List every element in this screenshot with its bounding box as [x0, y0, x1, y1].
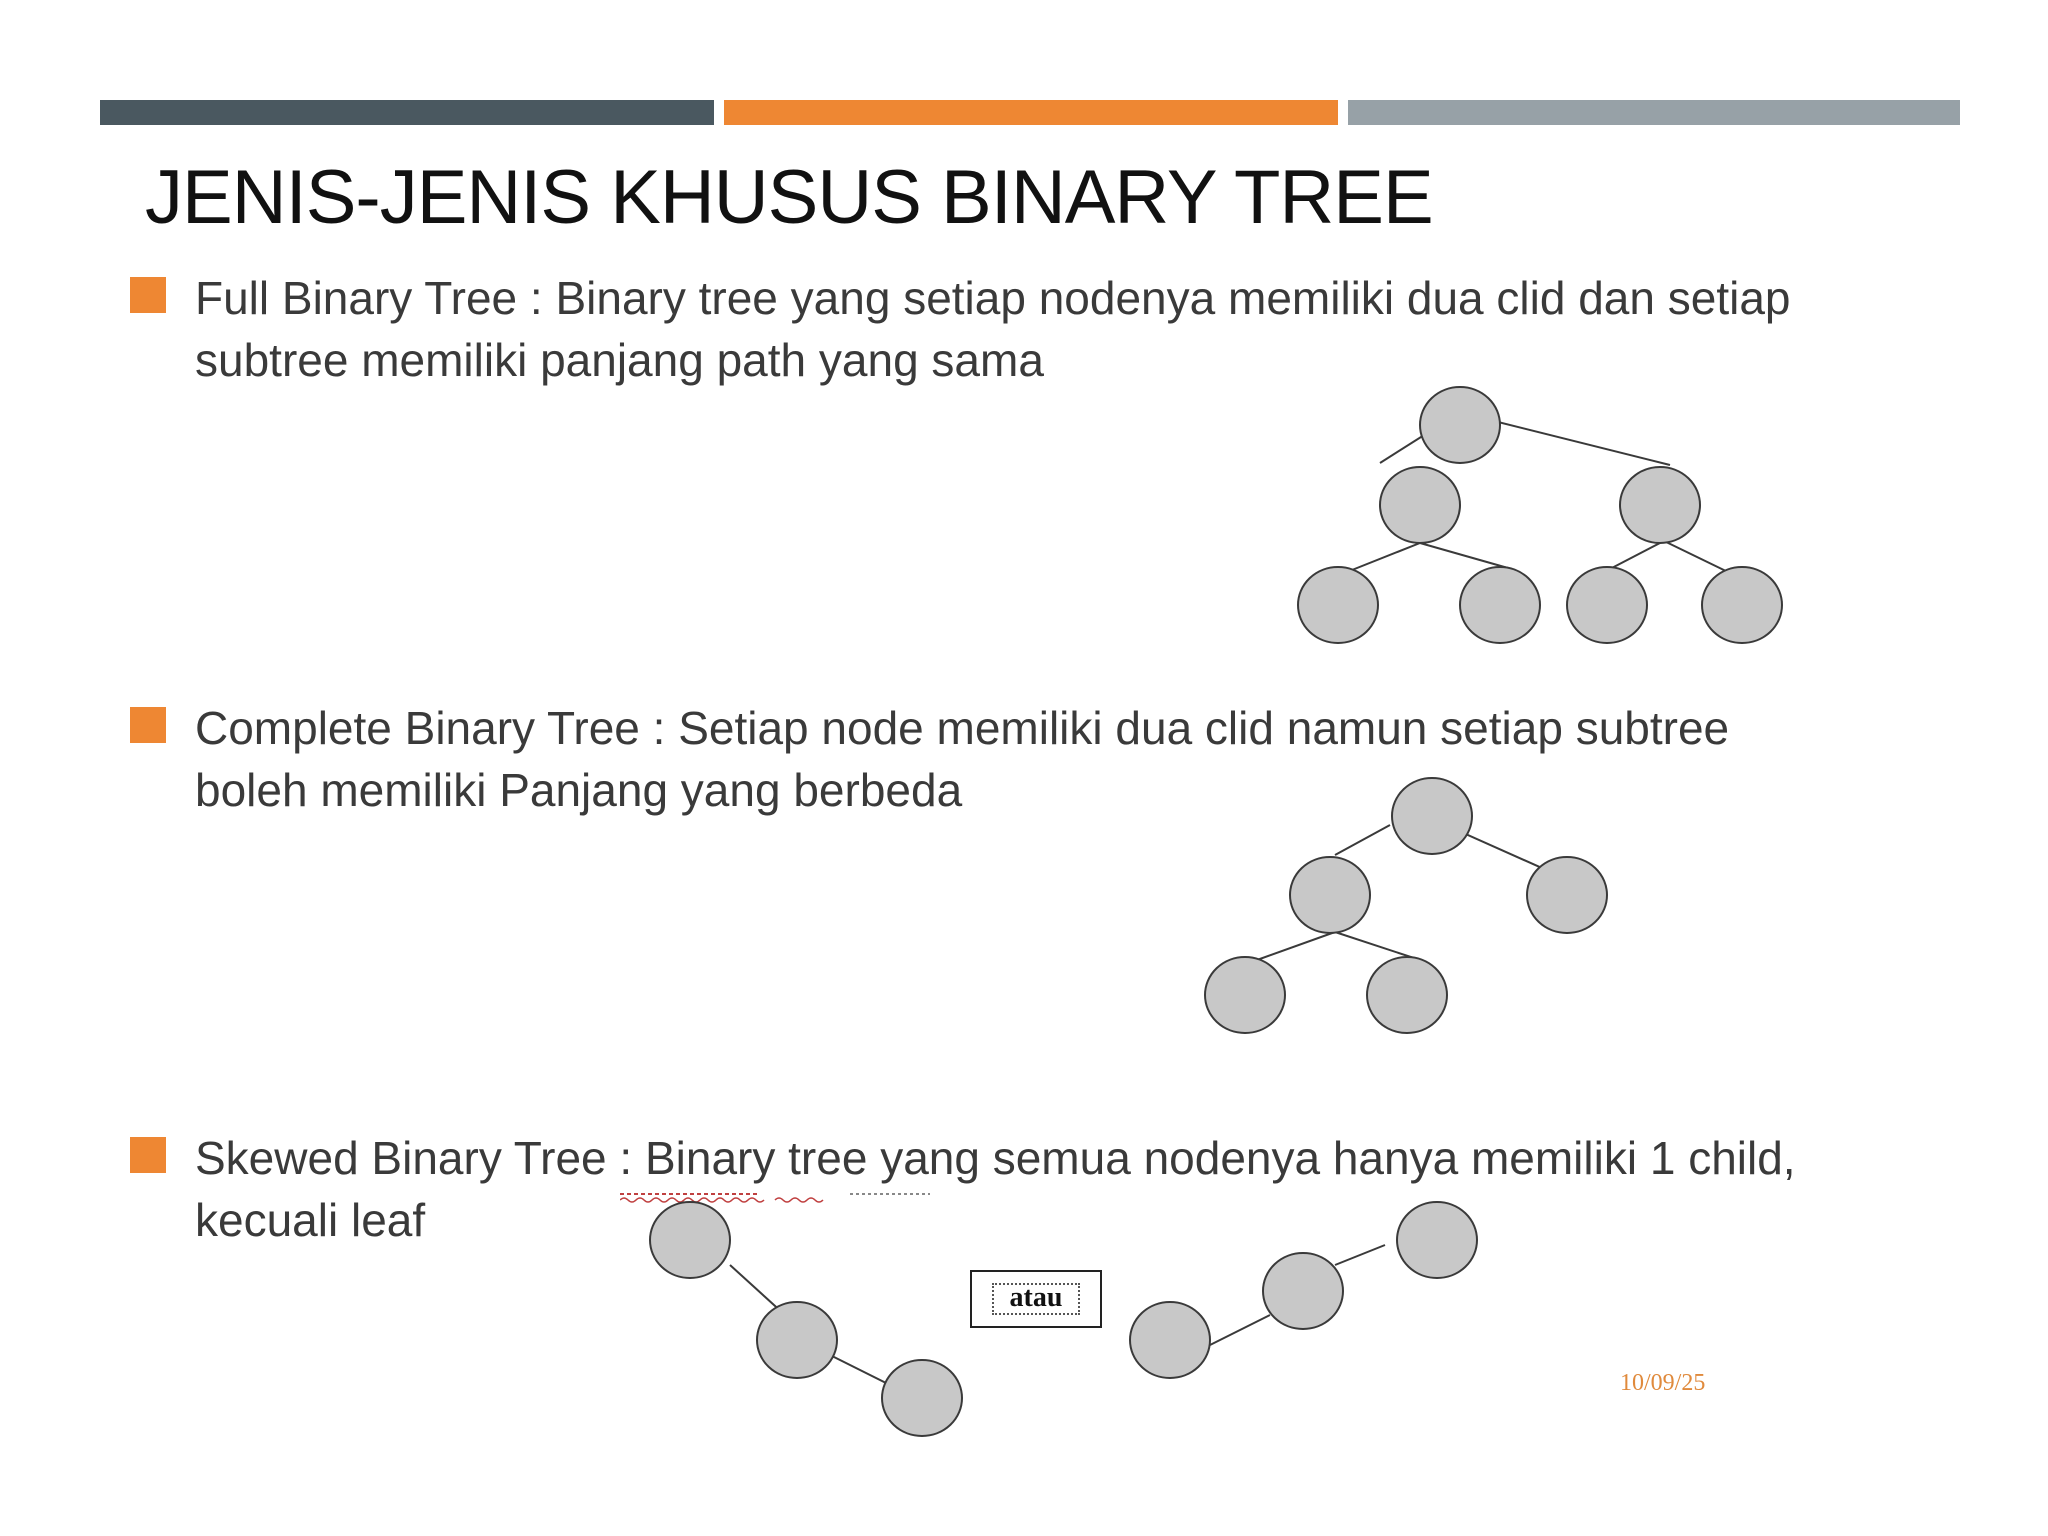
slide-title: JENIS-JENIS KHUSUS BINARY TREE	[145, 155, 1433, 240]
atau-label-box	[970, 1270, 1102, 1328]
atau-label: atau	[992, 1283, 1080, 1315]
skewed-left-tree-diagram	[640, 1195, 980, 1445]
bullet-text-full-binary-tree: Full Binary Tree : Binary tree yang setiap nodenya memiliki dua clid dan setiap subtree memiliki panjang path yang sama	[195, 272, 1791, 386]
slide-date: 10/09/25	[1620, 1370, 1706, 1396]
full-binary-tree-diagram	[1290, 380, 1800, 650]
top-bar-dark	[100, 100, 714, 125]
bullet-marker-full	[130, 277, 166, 313]
top-bar-orange	[724, 100, 1338, 125]
complete-binary-tree-diagram	[1195, 770, 1635, 1040]
bullet-text-complete-binary-tree: Complete Binary Tree : Setiap node memiliki dua clid namun setiap subtree boleh memiliki Panjang yang berbeda	[195, 702, 1730, 816]
top-bar-gray	[1348, 100, 1960, 125]
bullet-marker-skewed	[130, 1137, 166, 1173]
bullet-marker-complete	[130, 707, 166, 743]
skewed-right-tree-diagram	[1120, 1195, 1500, 1395]
bullet-text-skewed-binary-tree: Skewed Binary Tree : Binary tree yang semua nodenya hanya memiliki 1 child, kecuali leaf	[195, 1132, 1796, 1246]
